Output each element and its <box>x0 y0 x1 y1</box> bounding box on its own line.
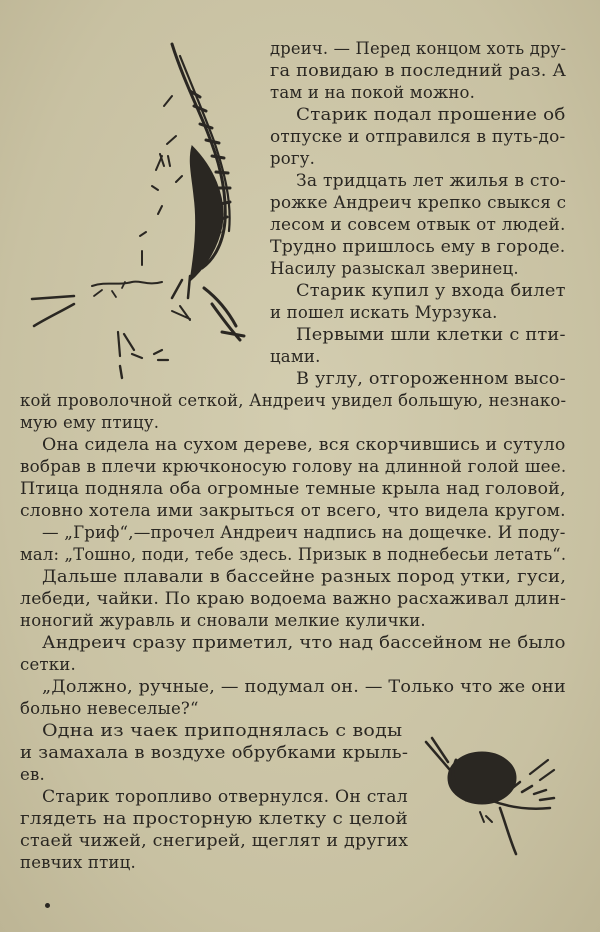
text-line: ноногий журавль и сновали мелкие кулички. <box>20 611 426 630</box>
text-line: Старик торопливо отвернулся. Он стал <box>42 787 408 806</box>
text-line: словно хотела ими закрыться от всего, что видела кругом. <box>20 501 566 520</box>
text-line: дреич. — Перед концом хоть дру- <box>270 39 567 58</box>
text-line: В углу, отгороженном высо- <box>296 369 566 388</box>
page-dot-mark <box>45 903 50 908</box>
text-line: рожке Андреич крепко свыкся с <box>270 193 567 212</box>
text-line: вобрав в плечи крючконосую голову на длинной голой шее. <box>20 457 567 476</box>
text-line: певчих птиц. <box>20 853 136 872</box>
text-line: рогу. <box>270 149 316 168</box>
text-line: „Должно, ручные, — подумал он. — Только что же они <box>42 677 566 696</box>
text-line: Старик подал прошение об <box>296 105 566 124</box>
gull-illustration <box>420 730 570 870</box>
text-line: больно невеселые?“ <box>20 699 199 718</box>
text-line: Старик купил у входа билет <box>296 281 566 300</box>
crane-illustration <box>22 36 262 386</box>
text-line: Одна из чаек приподнялась с воды <box>42 721 403 740</box>
text-line: мую ему птицу. <box>20 413 160 432</box>
text-line: отпуске и отправился в путь-до- <box>270 127 566 146</box>
text-line: цами. <box>270 347 321 366</box>
text-line: ев. <box>20 765 45 784</box>
text-line: лебеди, чайки. По краю водоема важно расхаживал длин- <box>20 589 567 608</box>
text-line: Дальше плавали в бассейне разных пород утки, гуси, <box>42 567 567 586</box>
text-line: Насилу разыскал зверинец. <box>270 259 519 278</box>
text-line: глядеть на просторную клетку с целой <box>20 809 408 828</box>
text-line: Она сидела на сухом дереве, вся скорчившись и сутуло <box>42 435 566 454</box>
text-line: кой проволочной сеткой, Андреич увидел большую, незнако- <box>20 391 567 410</box>
text-line: га повидаю в последний раз. А <box>270 61 567 80</box>
text-line: стаей чижей, снегирей, щеглят и других <box>20 831 409 850</box>
text-line: лесом и совсем отвык от людей. <box>270 215 566 234</box>
text-line: За тридцать лет жилья в сто- <box>296 171 566 190</box>
text-line: — „Гриф“,—прочел Андреич надпись на дощечке. И поду- <box>42 523 566 542</box>
text-line: там и на покой можно. <box>270 83 476 102</box>
text-line: и пошел искать Мурзука. <box>270 303 498 322</box>
text-line: Андреич сразу приметил, что над бассейном не было <box>42 633 566 652</box>
text-line: Птица подняла оба огромные темные крыла над головой, <box>20 479 566 498</box>
text-line: Трудно пришлось ему в городе. <box>270 237 566 256</box>
text-line: сетки. <box>20 655 76 674</box>
text-line: Первыми шли клетки с пти- <box>296 325 566 344</box>
text-line: мал: „Тошно, поди, тебе здесь. Призык в поднебесьи летать“. <box>20 545 567 564</box>
text-line: и замахала в воздухе обрубками крыль- <box>20 743 409 762</box>
